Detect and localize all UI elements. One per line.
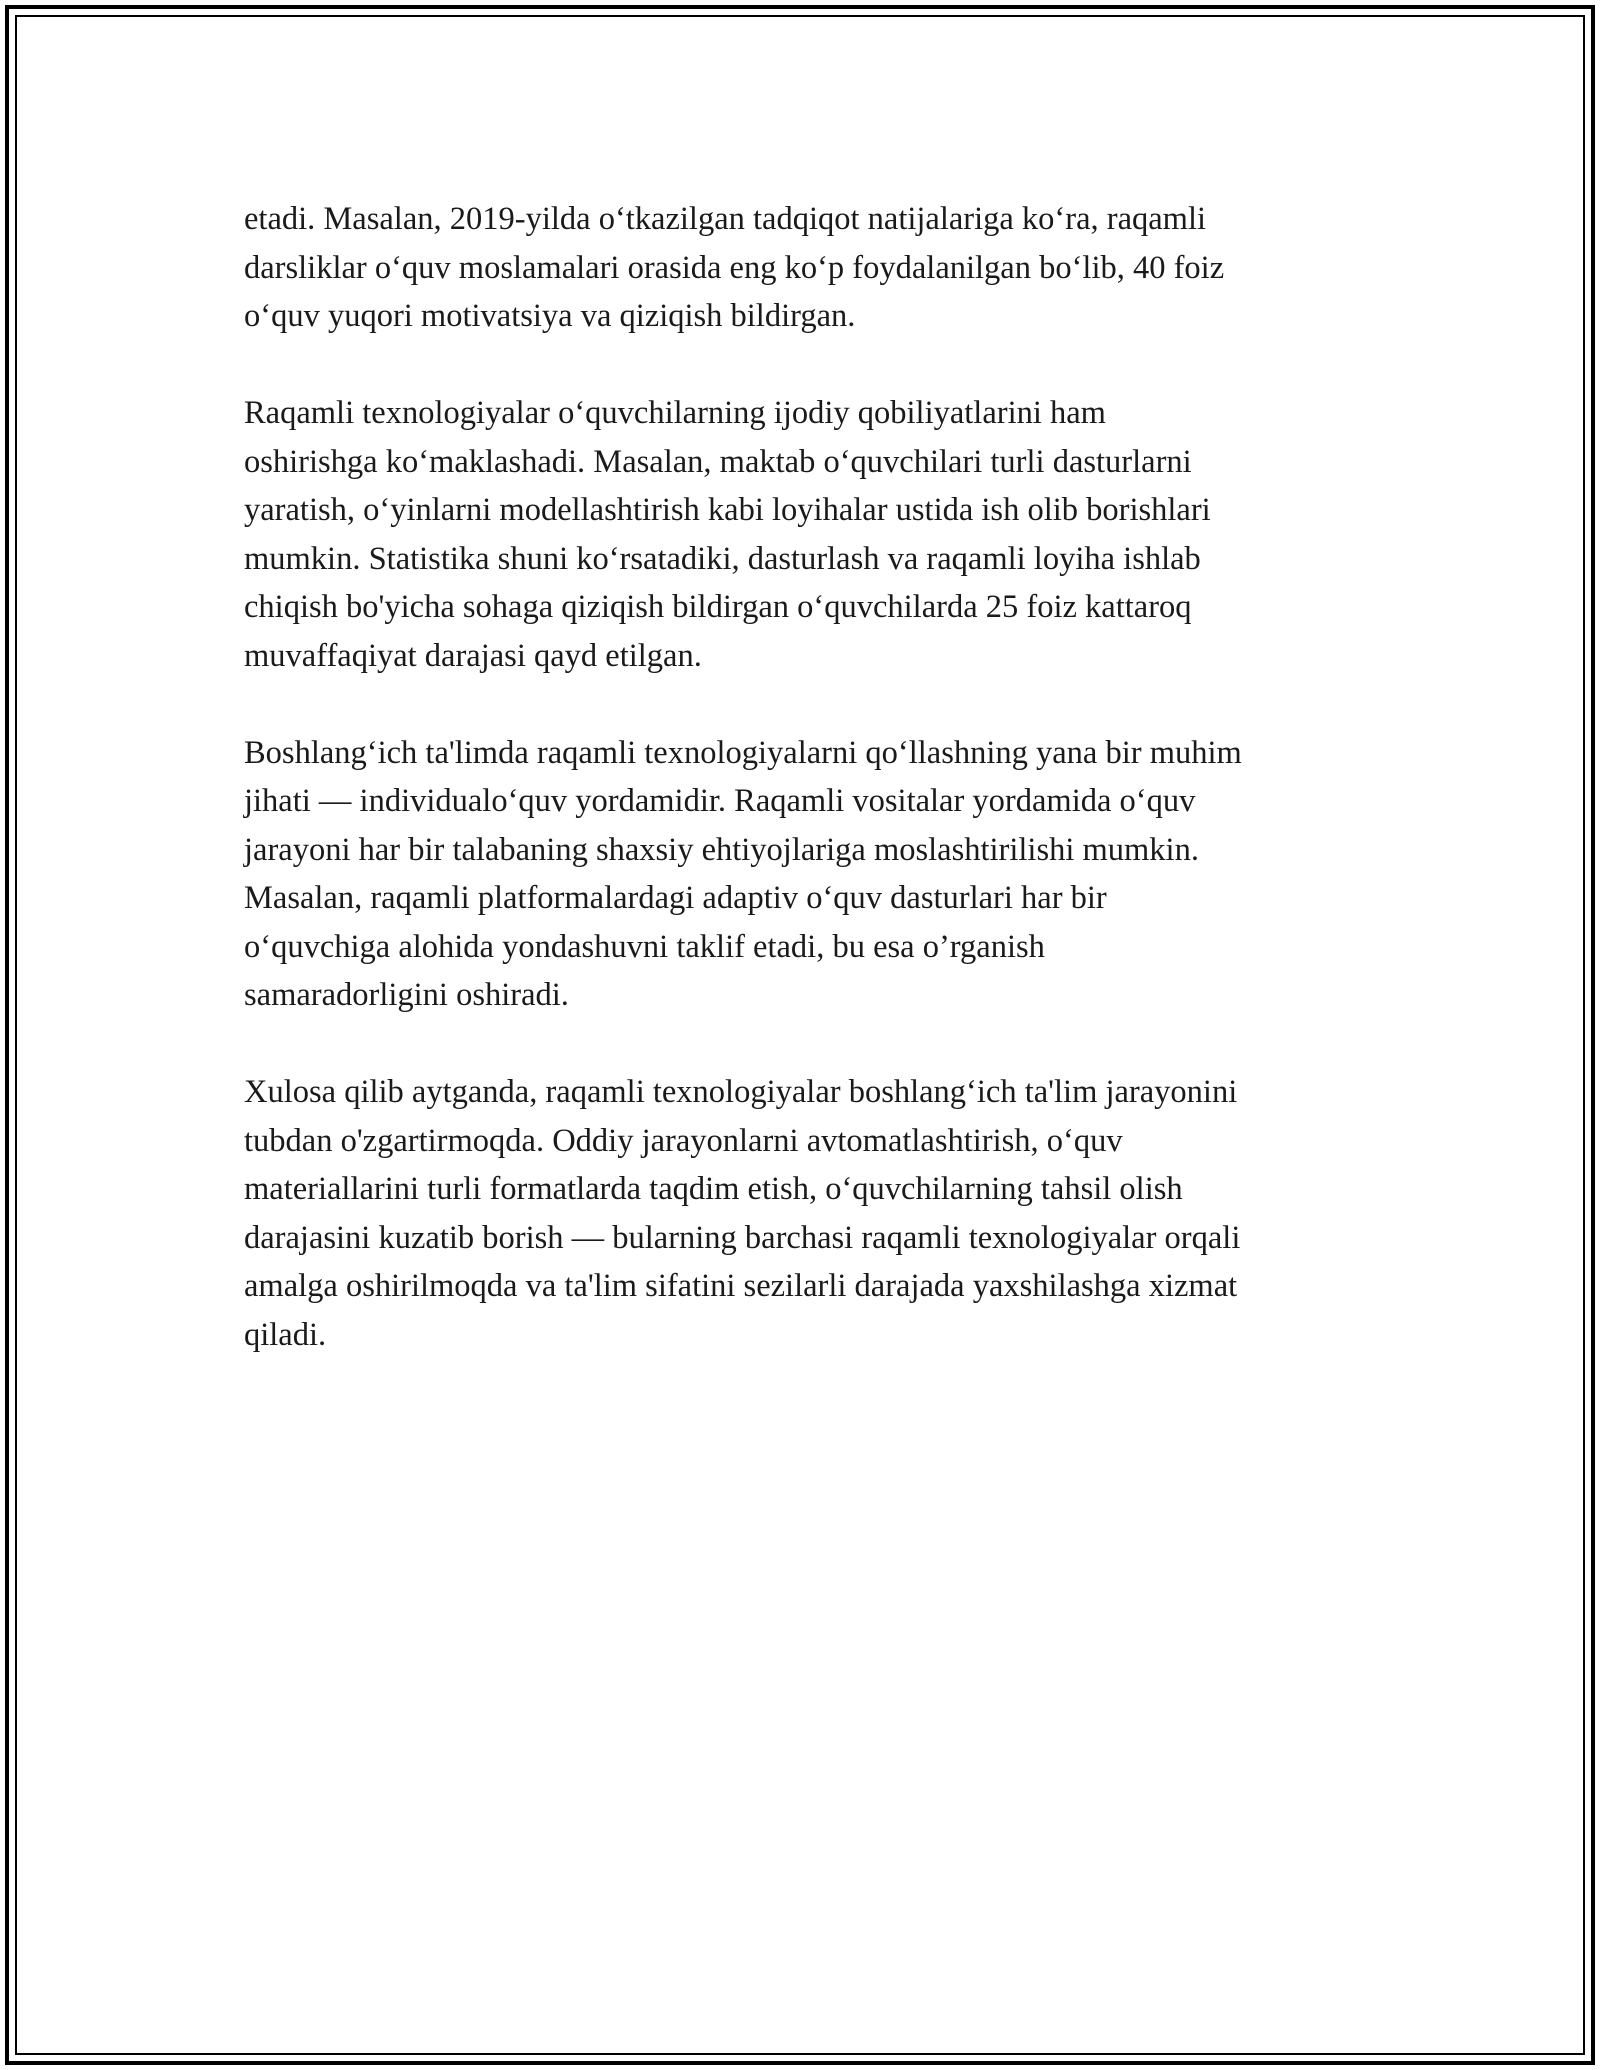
text-line: qiladi. [244, 1316, 327, 1353]
text-line: etadi. Masalan, 2019-yilda o‘tkazilgan tadqiqot natijalariga ko‘ra, raqamli [244, 201, 1207, 237]
text-line: muvaffaqiyat darajasi qayd etilgan. [244, 637, 702, 674]
text-line: o‘quvchiga alohida yondashuvni taklif etadi, bu esa o’rganish [244, 928, 1045, 965]
paragraph-4 [244, 1068, 1384, 1359]
paragraph-1 [244, 195, 1384, 341]
text-line: materiallarini turli formatlarda taqdim etish, o‘quvchilarning tahsil olish [244, 1171, 1183, 1207]
text-line: Raqamli texnologiyalar o‘quvchilarning ijodiy qobiliyatlarini ham [244, 395, 1106, 431]
text-line: Masalan, raqamli platformalardagi adaptiv o‘quv dasturlari har bir [244, 880, 1107, 916]
text-line: amalga oshirilmoqda va ta'lim sifatini sezilarli darajada yaxshilashga xizmat [244, 1268, 1238, 1304]
text-line: jarayoni har bir talabaning shaxsiy ehtiyojlariga moslashtirilishi mumkin. [244, 831, 1199, 868]
paragraph-2 [244, 389, 1384, 680]
text-line: darsliklar o‘quv moslamalari orasida eng ko‘p foydalanilgan bo‘lib, 40 foiz [244, 249, 1225, 286]
text-line: jihati — individualo‘quv yordamidir. Raqamli vositalar yordamida o‘quv [244, 783, 1196, 819]
text-line: tubdan o'zgartirmoqda. Oddiy jarayonlarni avtomatlashtirish, o‘quv [244, 1122, 1123, 1159]
text-line: mumkin. Statistika shuni ko‘rsatadiki, dasturlash va raqamli loyiha ishlab [244, 540, 1201, 577]
text-line: yaratish, o‘yinlarni modellashtirish kabi loyihalar ustida ish olib borishlari [244, 492, 1211, 528]
text-line: Boshlang‘ich ta'limda raqamli texnologiyalarni qo‘llashning yana bir muhim [244, 734, 1242, 771]
text-line: chiqish bo'yicha sohaga qiziqish bildirgan o‘quvchilarda 25 foiz kattaroq [244, 589, 1192, 625]
text-line: o‘quv yuqori motivatsiya va qiziqish bildirgan. [244, 298, 856, 334]
text-line: samaradorligini oshiradi. [244, 977, 569, 1013]
paragraph-3 [244, 729, 1384, 1020]
text-line: oshirishga ko‘maklashadi. Masalan, maktab o‘quvchilari turli dasturlarni [244, 443, 1192, 480]
document-body [244, 195, 1384, 1408]
page-border [5, 5, 1595, 2065]
text-line: Xulosa qilib aytganda, raqamli texnologiyalar boshlang‘ich ta'lim jarayonini [244, 1074, 1238, 1110]
text-line: darajasini kuzatib borish — bularning barchasi raqamli texnologiyalar orqali [244, 1219, 1241, 1256]
